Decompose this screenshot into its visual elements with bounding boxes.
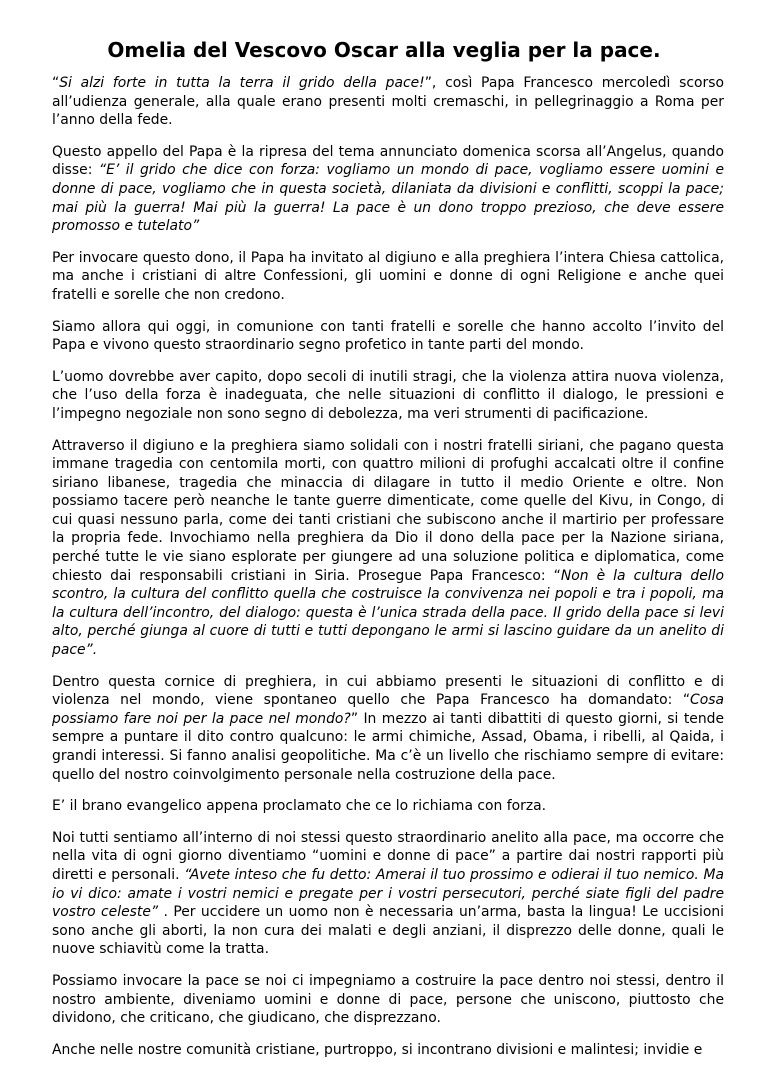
- text-run: E’ il brano evangelico appena proclamato che ce lo richiama con forza.: [52, 798, 547, 815]
- paragraph: [52, 829, 724, 959]
- document-title: Omelia del Vescovo Oscar alla veglia per la pace.: [107, 38, 661, 62]
- text-run: Questo appello del Papa è la ripresa del tema annunciato domenica scorsa all’Angelus, quando disse:: [52, 143, 724, 179]
- text-run: “: [52, 75, 60, 91]
- text-run: ” In mezzo ai tanti dibattiti di questo giorni, si tende sempre a puntare il dito contro qualcuno: le armi chimiche, Assad, Obama, i ribelli, al Qaida, i grandi interessi. Si fanno analisi geopolitiche. Ma c’è un livello che rischiamo sempre di evitare: quello del nostro coinvolgimento personale nella costruzione della pace.: [52, 710, 725, 783]
- paragraph: [52, 1041, 724, 1060]
- italic-quote: Non è la cultura dello scontro, la cultura del conflitto quella che costruisce la convivenza nei popoli e tra i popoli, ma la cultura dell’incontro, del dialogo: questa è l’unica strada della pace. Il grido della pace si levi alto, perché giunga al cuore di tutti e tutti depongano le armi si lascino guidare da un anelito di pace”.: [52, 567, 724, 659]
- text-run: Dentro questa cornice di preghiera, in cui abbiamo presenti le situazioni di conflitto e di violenza nel mondo, viene spontaneo quello che Papa Francesco ha domandato: “: [52, 673, 724, 709]
- text-run: Anche nelle nostre comunità cristiane, purtroppo, si incontrano divisioni e malintesi; invidie e: [52, 1041, 703, 1058]
- paragraph: [52, 437, 724, 660]
- paragraph: [52, 368, 724, 424]
- text-run: . Per uccidere un uomo non è necessaria un’arma, basta la lingua! Le uccisioni sono anche gli aborti, la non cura dei malati e degli anziani, il disprezzo delle donne, quali le nuove schiavitù come la tratta.: [52, 904, 724, 958]
- text-run: L’uomo dovrebbe aver capito, dopo secoli di inutili stragi, che la violenza attira nuova violenza, che l’uso della forza è inadeguata, che nelle situazioni di conflitto il dialogo, le pressioni e l’impegno negoziale non sono segno di debolezza, ma veri strumenti di pacificazione.: [52, 368, 724, 422]
- italic-quote: “Avete inteso che fu detto: Amerai il tuo prossimo e odierai il tuo nemico. Ma io vi dico: amate i vostri nemici e pregate per i vostri persecutori, perché siate figli del padre vostro celeste”: [52, 866, 724, 921]
- paragraph: [52, 797, 724, 816]
- paragraph: [52, 673, 724, 785]
- text-run: Possiamo invocare la pace se noi ci impegniamo a costruire la pace dentro noi stessi, dentro il nostro ambiente, diveniamo uomini e donne di pace, persone che uniscono, piuttosto che dividono, che criticano, che giudicano, che disprezzano.: [52, 972, 724, 1027]
- text-run: Noi tutti sentiamo all’interno di noi stessi questo straordinario anelito alla pace, ma occorre che nella vita di ogni giorno diventiamo “uomini e donne di pace” a partire dai nostri rapporti più diretti e personali.: [52, 829, 724, 883]
- document-body: [52, 74, 724, 1072]
- italic-quote: Si alzi forte in tutta la terra il grido della pace!: [59, 75, 425, 91]
- italic-quote: Cosa possiamo fare noi per la pace nel mondo?: [52, 692, 724, 727]
- paragraph: [52, 318, 724, 355]
- paragraph: [52, 972, 724, 1028]
- italic-quote: “E’ il grido che dice con forza: vogliamo un mondo di pace, vogliamo essere uomini e donne di pace, vogliamo che in questa società, dilaniata da divisioni e conflitti, scoppi la pace; mai più la guerra! Mai più la guerra! La pace è un dono troppo prezioso, che deve essere promosso e tutelato”: [52, 162, 725, 235]
- text-run: Per invocare questo dono, il Papa ha invitato al digiuno e alla preghiera l’intera Chiesa cattolica, ma anche i cristiani di altre Confessioni, gli uomini e donne di ogni Religione e anche quei fratelli e sorelle che non credono.: [52, 249, 724, 303]
- paragraph: [52, 74, 724, 130]
- paragraph: [52, 143, 724, 236]
- text-run: Attraverso il digiuno e la preghiera siamo solidali con i nostri fratelli siriani, che pagano questa immane tragedia con centomila morti, con quattro milioni di profughi accalcati oltre il confine siriano libanese, tragedia che minaccia di dilagare in tutto il medio Oriente e oltre. Non possiamo tacere però neanche le tante guerre dimenticate, come quelle del Kivu, in Congo, di cui quasi nessuno parla, come dei tanti cristiani che subiscono anche il martirio per professare la propria fede. Invochiamo nella preghiera da Dio il dono della pace per la Nazione siriana, perché tutte le vie siano esplorate per giungere ad una soluzione politica e diplomatica, come chiesto dai responsabili cristiani in Siria. Prosegue Papa Francesco: “: [52, 437, 724, 584]
- text-run: ”, così Papa Francesco mercoledì scorso all’udienza generale, alla quale erano presenti molti cremaschi, in pellegrinaggio a Roma per l’anno della fede.: [52, 75, 724, 129]
- text-run: Siamo allora qui oggi, in comunione con tanti fratelli e sorelle che hanno accolto l’invito del Papa e vivono questo straordinario segno profetico in tante parti del mondo.: [52, 318, 724, 354]
- paragraph: [52, 249, 724, 305]
